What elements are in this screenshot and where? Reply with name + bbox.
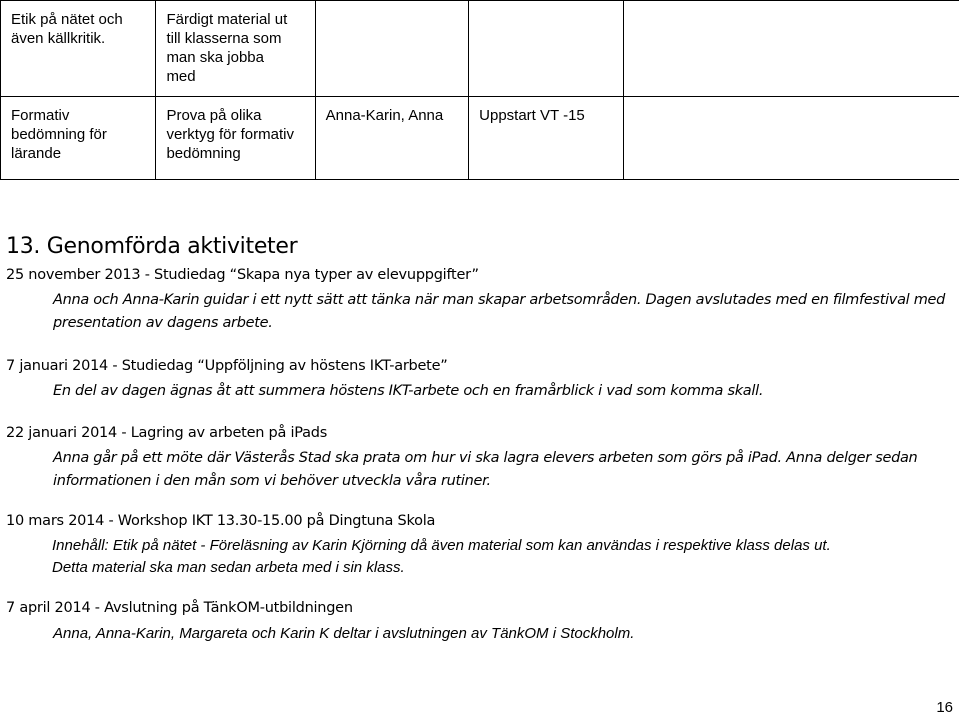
plan-table <box>0 0 959 180</box>
activity-title: 7 april 2014 - Avslutning på TänkOM-utbildningen <box>6 600 353 616</box>
table-cell <box>623 97 959 180</box>
activity-entry <box>6 356 949 403</box>
table-cell: Uppstart VT -15 <box>469 97 623 180</box>
table-cell: Prova på olika verktyg för formativ bedömning <box>156 97 315 180</box>
activity-title: 10 mars 2014 - Workshop IKT 13.30-15.00 på Dingtuna Skola <box>6 513 436 529</box>
activity-description: Innehåll: Etik på nätet - Föreläsning av Karin Kjörning då även material som kan användas i respektive klass delas ut. Detta material ska man sedan arbeta med i sin klass. <box>52 537 831 576</box>
activity-description: En del av dagen ägnas åt att summera höstens IKT-arbete och en framårblick i vad som komma skall. <box>53 383 764 399</box>
page-number: 16 <box>936 699 953 716</box>
activity-description: Anna och Anna-Karin guidar i ett nytt sätt att tänka när man skapar arbetsområden. Dagen avslutades med en filmfestival med presentation av dagens arbete. <box>53 292 946 331</box>
table-cell: Anna-Karin, Anna <box>315 97 469 180</box>
activity-entry <box>6 423 949 493</box>
activity-title: 7 januari 2014 - Studiedag “Uppföljning av höstens IKT-arbete” <box>6 358 448 374</box>
activity-description: Anna går på ett möte där Västerås Stad ska prata om hur vi ska lagra elevers arbeten som görs på iPad. Anna delger sedan informationen i den mån som vi behöver utveckla våra rutiner. <box>53 450 918 489</box>
activity-entry <box>6 511 949 579</box>
section-heading: 13. Genomförda aktiviteter <box>6 234 298 259</box>
table-cell: Formativ bedömning för lärande <box>1 97 156 180</box>
table-row <box>1 97 959 180</box>
table-row <box>1 1 959 97</box>
table-cell <box>315 1 469 97</box>
activity-title: 25 november 2013 - Studiedag “Skapa nya typer av elevuppgifter” <box>6 267 479 283</box>
table-cell: Etik på nätet och även källkritik. <box>1 1 156 97</box>
table-cell: Färdigt material ut till klasserna som man ska jobba med <box>156 1 315 97</box>
table-cell <box>469 1 623 97</box>
table-cell <box>623 1 959 97</box>
activity-entry <box>6 265 949 335</box>
activity-entry <box>6 598 949 645</box>
activity-title: 22 januari 2014 - Lagring av arbeten på iPads <box>6 425 328 441</box>
activity-description: Anna, Anna-Karin, Margareta och Karin K deltar i avslutningen av TänkOM i Stockholm. <box>53 625 635 642</box>
